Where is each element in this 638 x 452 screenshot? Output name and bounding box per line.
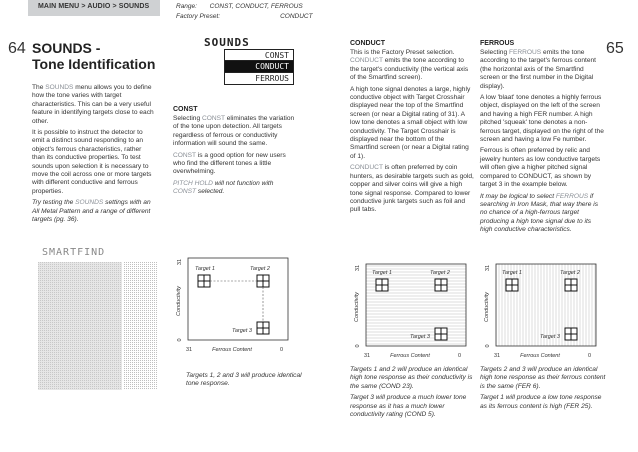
intro-column bbox=[32, 84, 156, 228]
conduct-p3: CONDUCT is often preferred by coin hunters, as desirable targets such as gold, copper and silver coins will give a high tone signal response. Compared to lower conductive junk targets such as foil and pull tabs. bbox=[350, 164, 474, 214]
target-3-label: Target 3 bbox=[410, 334, 430, 340]
x-axis-label: Ferrous Content bbox=[520, 353, 560, 359]
menu-title: SOUNDS bbox=[204, 36, 250, 49]
smartfind-title: SMARTFIND bbox=[42, 247, 106, 258]
range-label: Range: bbox=[176, 3, 197, 10]
const-p3: PITCH HOLD will not function with CONST selected. bbox=[173, 179, 274, 196]
target-1-label: Target 1 bbox=[195, 266, 215, 272]
const-column bbox=[173, 106, 297, 200]
x-tick-left: 31 bbox=[494, 353, 501, 359]
const-heading: CONST bbox=[173, 106, 198, 113]
y-tick-top: 31 bbox=[177, 258, 183, 266]
ferrous-p3: Ferrous is often preferred by relic and jewelry hunters as low conductive targets will often give a higher pitched signal compared to CONDUCT, as shown by target 3 in the example below. bbox=[480, 147, 601, 189]
range-value: CONST, CONDUCT, FERROUS bbox=[209, 3, 303, 10]
smartfind-screen-graphic bbox=[38, 244, 160, 392]
x-axis-label: Ferrous Content bbox=[390, 353, 430, 359]
target-1-crosshair bbox=[376, 279, 388, 291]
target-2-label: Target 2 bbox=[560, 270, 580, 276]
range-info bbox=[176, 2, 313, 22]
target-3-label: Target 3 bbox=[540, 334, 560, 340]
x-tick-left: 31 bbox=[186, 347, 193, 353]
x-tick-right: 0 bbox=[458, 353, 462, 359]
title-line-2: Tone Identification bbox=[32, 56, 156, 72]
y-tick-bottom: 0 bbox=[355, 344, 361, 348]
ferrous-p4: It may be logical to select FERROUS if searching in Iron Mask, that way there is no chance of a high-ferrous target producing a high tone signal due to its high conductive characteristics. bbox=[480, 192, 599, 234]
menu-option-ferrous[interactable]: FERROUS bbox=[224, 73, 294, 85]
intro-p2: It is possible to instruct the detector to emit a distinct sound responding to an object's ferrous characteristics, rather than its conductive properties. To test sounds upon selection it is necessary to move the coil across one or more targets with different conductive and ferrous properties. bbox=[32, 129, 152, 195]
sounds-menu bbox=[204, 36, 294, 85]
conduct-heading: CONDUCT bbox=[350, 40, 385, 47]
conduct-column bbox=[350, 40, 474, 218]
caption-const: Targets 1, 2 and 3 will produce identical tone response. bbox=[186, 372, 302, 388]
ferrous-p1: Selecting FERROUS emits the tone according to the target's ferrous content (the horizontal axis of the Smartfind screen or the first number in the Digital display). bbox=[480, 49, 596, 90]
target-3-crosshair bbox=[435, 328, 447, 340]
y-axis-label: Conductivity bbox=[354, 292, 360, 322]
x-tick-left: 31 bbox=[364, 353, 371, 359]
breadcrumb: MAIN MENU > AUDIO > SOUNDS bbox=[38, 3, 150, 10]
target-2-crosshair bbox=[565, 279, 577, 291]
const-p1: Selecting CONST eliminates the variation of the tone upon detection. All targets regardless of ferrous or conductivity information will sound the same. bbox=[173, 115, 295, 148]
target-1-crosshair bbox=[506, 279, 518, 291]
y-axis-label: Conductivity bbox=[176, 286, 182, 316]
title-line-1: SOUNDS - bbox=[32, 40, 101, 56]
menu-option-const[interactable]: CONST bbox=[224, 49, 294, 61]
chart-const bbox=[172, 256, 298, 356]
conduct-p2: A high tone signal denotes a large, highly conductive object with Target Crosshair displayed near the top of the Smartfind screen (or near a Digital rating of 31). A low tone denotes a small object with low conductivity. The Target Crosshair is displayed near the bottom of the Smartfind screen (or near a Digital rating of 1). bbox=[350, 85, 471, 160]
y-tick-top: 31 bbox=[485, 264, 491, 272]
caption-ferrous-b: Target 1 will produce a low tone response as its ferrous content is high (FER 25). bbox=[480, 394, 602, 410]
target-2-crosshair bbox=[435, 279, 447, 291]
y-tick-top: 31 bbox=[355, 264, 361, 272]
preset-value: CONDUCT bbox=[280, 13, 313, 20]
chart-conduct-svg bbox=[350, 262, 476, 362]
breadcrumb-bar bbox=[28, 0, 160, 16]
const-p2: CONST is a good option for new users who find the different tones a little overwhelming. bbox=[173, 151, 286, 176]
caption-conduct-a: Targets 1 and 2 will produce an identical high tone response as their conductivity is the same (COND 23). bbox=[350, 366, 473, 390]
target-2-label: Target 2 bbox=[250, 266, 270, 272]
chart-conduct bbox=[350, 262, 476, 362]
y-axis-label: Conductivity bbox=[484, 292, 490, 322]
caption-conduct bbox=[350, 366, 474, 419]
intro-p3: Try testing the SOUNDS settings with an All Metal Pattern and a range of different targets (pg. 36). bbox=[32, 199, 151, 224]
preset-label: Factory Preset: bbox=[176, 13, 221, 20]
target-1-label: Target 1 bbox=[372, 270, 392, 276]
chart-ferrous bbox=[480, 262, 606, 362]
page-title bbox=[32, 40, 155, 72]
chart-ferrous-svg bbox=[480, 262, 606, 362]
caption-ferrous bbox=[480, 366, 606, 411]
y-tick-bottom: 0 bbox=[485, 344, 491, 348]
x-axis-label: Ferrous Content bbox=[212, 347, 252, 353]
ferrous-column bbox=[480, 40, 604, 238]
target-3-label: Target 3 bbox=[232, 328, 252, 334]
target-1-label: Target 1 bbox=[502, 270, 522, 276]
chart-const-svg bbox=[172, 256, 298, 356]
x-tick-right: 0 bbox=[588, 353, 592, 359]
x-tick-right: 0 bbox=[280, 347, 284, 353]
ferrous-heading: FERROUS bbox=[480, 40, 515, 47]
caption-ferrous-a: Targets 2 and 3 will produce an identical high tone response as their ferrous content is the same (FER 6). bbox=[480, 366, 606, 390]
menu-option-conduct[interactable]: CONDUCT bbox=[224, 61, 294, 73]
y-tick-bottom: 0 bbox=[177, 338, 183, 342]
caption-conduct-b: Target 3 will produce a much lower tone response as it has a much lower conductivity rating (COND 5). bbox=[350, 394, 467, 419]
target-2-label: Target 2 bbox=[430, 270, 450, 276]
intro-p1: The SOUNDS menu allows you to define how the tone varies with target characteristics. This can be a very useful feature in identifying targets close to each other. bbox=[32, 84, 154, 125]
ferrous-p2: A low 'blaat' tone denotes a highly ferrous object, displayed on the left of the screen and having a high FER number. A high pitched 'squeak' tone denotes a non-ferrous target, displayed on the right of the screen and having a low Fe number. bbox=[480, 94, 604, 144]
smartfind-screen bbox=[38, 244, 160, 392]
conduct-p1: This is the Factory Preset selection. CONDUCT emits the tone according to the target's conductivity (the vertical axis of the Smartfind screen). bbox=[350, 49, 469, 82]
page-number-right: 65 bbox=[606, 40, 624, 57]
target-3-crosshair bbox=[565, 328, 577, 340]
page-number-left: 64 bbox=[8, 40, 26, 57]
